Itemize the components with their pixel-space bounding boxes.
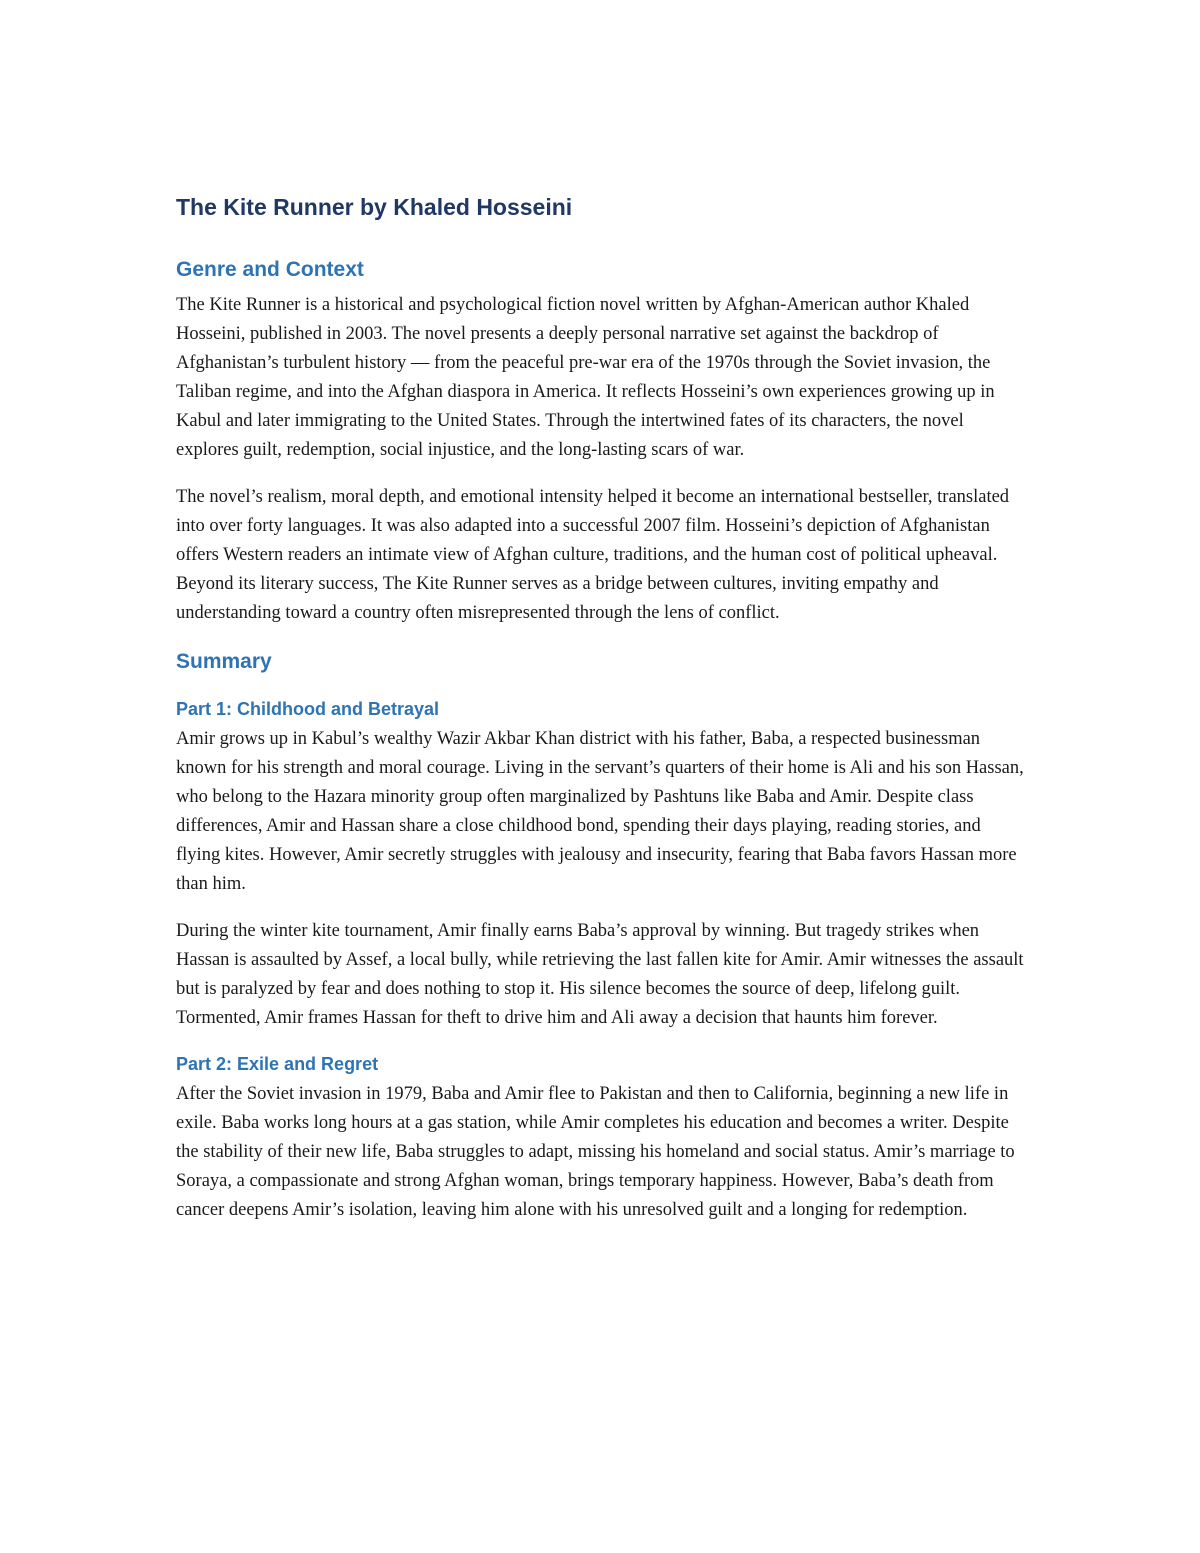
genre-paragraph-2: The novel’s realism, moral depth, and emotional intensity helped it become an international bestseller, translated into over forty languages. It was also adapted into a successful 2007 film. Hosseini’s depiction of Afghanistan offers Western readers an intimate view of Afghan culture, traditions, and the human cost of political upheaval. Beyond its literary success, The Kite Runner serves as a bridge between cultures, inviting empathy and understanding toward a country often misrepresented through the lens of conflict. <box>176 487 1010 623</box>
document-title: The Kite Runner by Khaled Hosseini <box>176 194 573 220</box>
part1-paragraph-2: During the winter kite tournament, Amir finally earns Baba’s approval by winning. But tragedy strikes when Hassan is assaulted by Assef, a local bully, while retrieving the last fallen kite for Amir. Amir witnesses the assault but is paralyzed by fear and does nothing to stop it. His silence becomes the source of deep, lifelong guilt. Tormented, Amir frames Hassan for theft to drive him and Ali away a decision that haunts him forever. <box>176 921 1024 1028</box>
heading-genre-and-context: Genre and Context <box>176 258 364 281</box>
heading-summary: Summary <box>176 650 272 673</box>
heading-part-1: Part 1: Childhood and Betrayal <box>176 699 440 719</box>
document-page <box>176 190 1026 1243</box>
part1-paragraph-1: Amir grows up in Kabul’s wealthy Wazir Akbar Khan district with his father, Baba, a respected businessman known for his strength and moral courage. Living in the servant’s quarters of their home is Ali and his son Hassan, who belong to the Hazara minority group often marginalized by Pashtuns like Baba and Amir. Despite class differences, Amir and Hassan share a close childhood bond, spending their days playing, reading stories, and flying kites. However, Amir secretly struggles with jealousy and insecurity, fearing that Baba favors Hassan more than him. <box>176 729 1024 894</box>
genre-paragraph-1: The Kite Runner is a historical and psychological fiction novel written by Afghan-American author Khaled Hosseini, published in 2003. The novel presents a deeply personal narrative set against the backdrop of Afghanistan’s turbulent history — from the peaceful pre-war era of the 1970s through the Soviet invasion, the Taliban regime, and into the Afghan diaspora in America. It reflects Hosseini’s own experiences growing up in Kabul and later immigrating to the United States. Through the intertwined fates of its characters, the novel explores guilt, redemption, social injustice, and the long-lasting scars of war. <box>176 295 995 460</box>
heading-part-2: Part 2: Exile and Regret <box>176 1054 379 1074</box>
part2-paragraph-1: After the Soviet invasion in 1979, Baba and Amir flee to Pakistan and then to California, beginning a new life in exile. Baba works long hours at a gas station, while Amir completes his education and becomes a writer. Despite the stability of their new life, Baba struggles to adapt, missing his homeland and social status. Amir’s marriage to Soraya, a compassionate and strong Afghan woman, brings temporary happiness. However, Baba’s death from cancer deepens Amir’s isolation, leaving him alone with his unresolved guilt and a longing for redemption. <box>176 1084 1015 1220</box>
